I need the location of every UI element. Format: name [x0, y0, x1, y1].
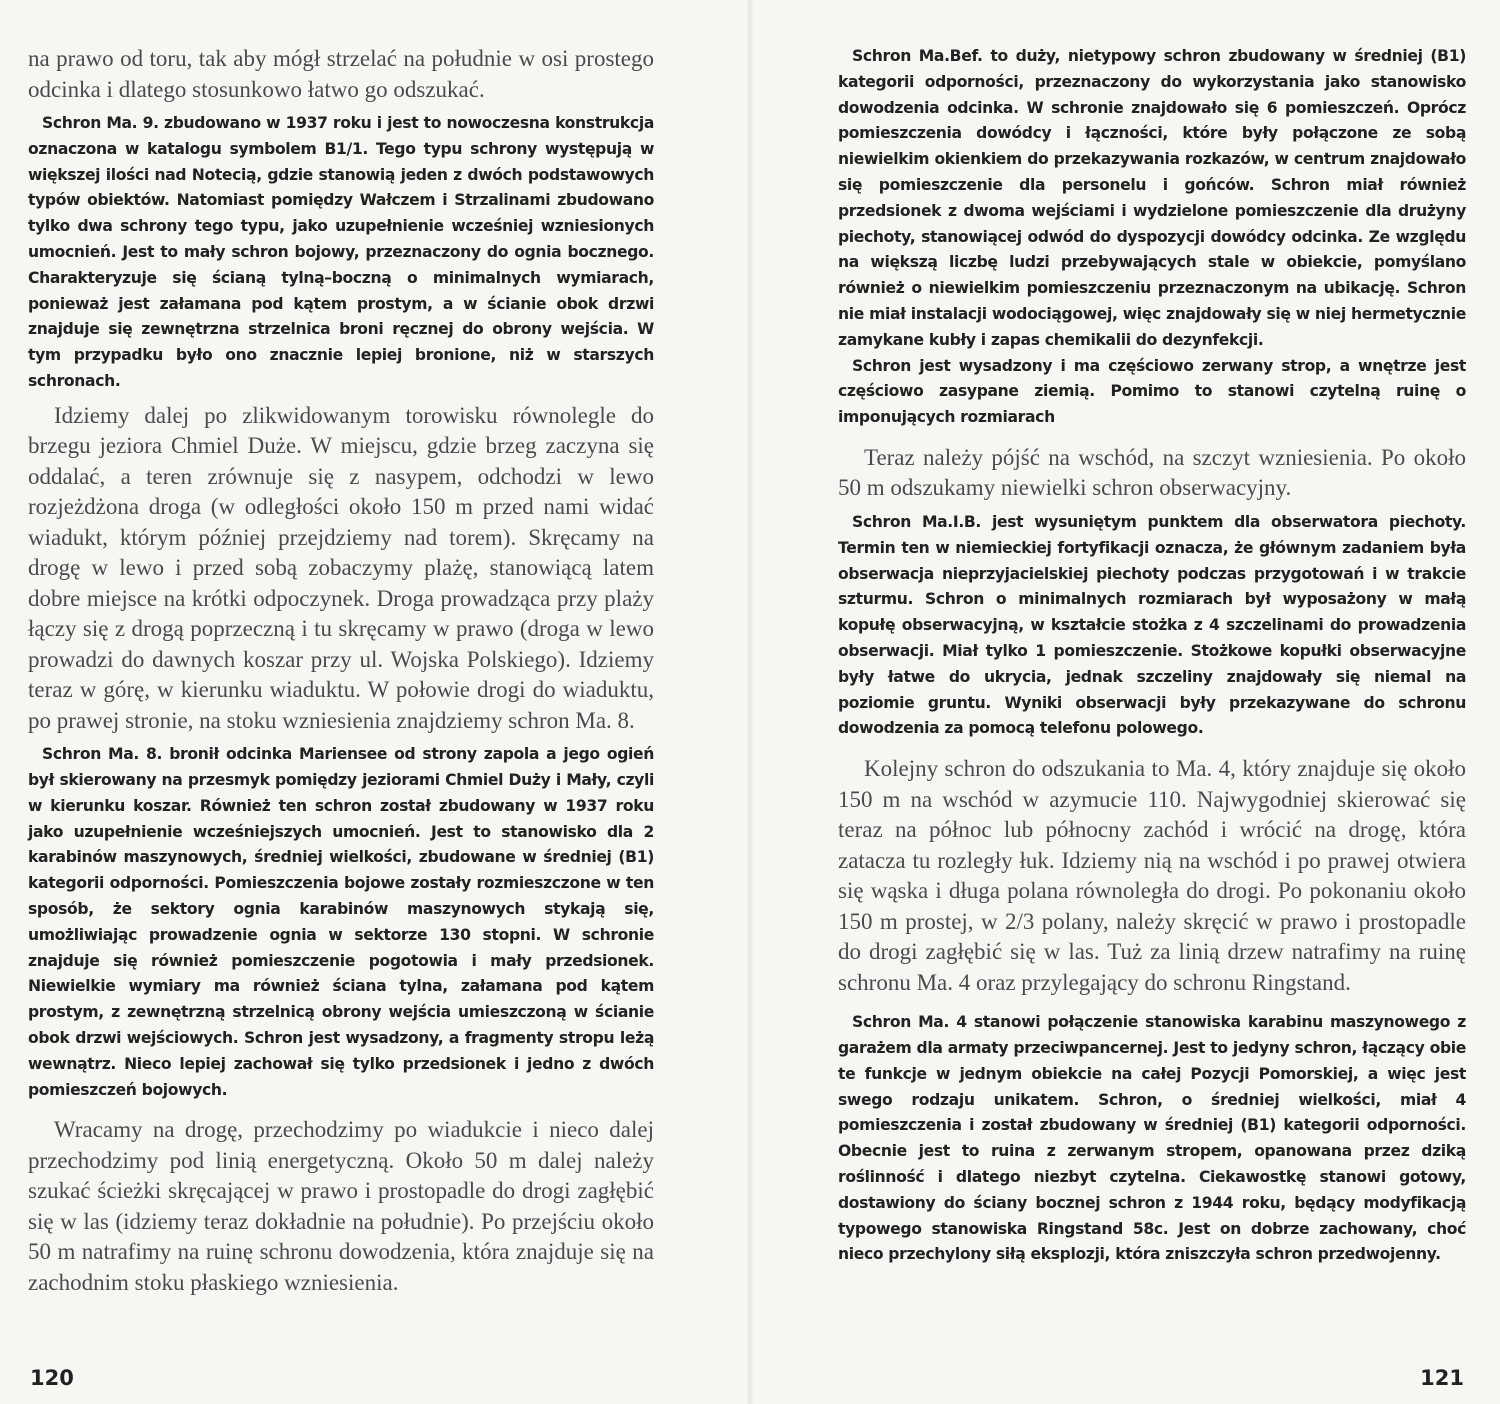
bunker-description: Schron Ma. 8. bronił odcinka Mariensee od strony zapola a jego ogień był skierowany na przesmyk pomiędzy jeziorami Chmiel Duży i Mały, czyli w kierunku koszar. Również ten schron został zbudowany w 1937 roku jako uzupełnienie wcześniejszych umocnień. Jest to stanowisko dla 2 karabinów maszynowych, średniej wielkości, zbudowane w średniej (B1) kategorii odporności. Pomieszczenia bojowe zostały rozmieszczone w ten sposób, że sektory ognia karabinów maszynowych stykają się, umożliwiając prowadzenie ognia w sektorze 130 stopni. W schronie znajduje się również pomieszczenie pogotowia i mały przedsionek. Niewielkie wymiary ma również ściana tylna, załamana pod kątem prostym, z zewnętrzną strzelnicą obrony wejścia umieszczoną w ścianie obok drzwi wejściowych. Schron jest wysadzony, a fragmenty stropu leżą wewnątrz. Nieco lepiej zachował się tylko przedsionek i jedno z dwóch pomieszczeń bojowych.: [28, 745, 654, 1099]
bunker-description: Schron Ma.Bef. to duży, nietypowy schron zbudowany w średniej (B1) kategorii odporności, przeznaczony do wykorzystania jako stanowisko dowodzenia odcinka. W schronie znajdowało się 6 pomieszczeń. Oprócz pomieszczenia dowódcy i łączności, które były połączone ze sobą niewielkim okienkiem do przekazywania rozkazów, w centrum znajdowało się pomieszczenie dla personelu i gońców. Schron miał również przedsionek z dwoma wejściami i wydzielone pomieszczenie dla drużyny piechoty, stanowiącej odwód do dyspozycji dowódcy odcinka. Ze względu na większą liczbę ludzi przebywających stale w obiekcie, pomyślano również o niewielkim pomieszczeniu przeznaczonym na ubikację. Schron nie miał instalacji wodociągowej, więc znajdowały się w niej hermetycznie zamykane kubły i zapas chemikalii do dezynfekcji.: [838, 47, 1466, 349]
paragraph: na prawo od toru, tak aby mógł strzelać na południe w osi prostego odcinka i dlatego stosunkowo łatwo go odszukać.: [28, 46, 654, 102]
paragraph: Kolejny schron do odszukania to Ma. 4, który znajduje się około 150 m na wschód w azymucie 110. Najwygodniej skierować się teraz na północ lub północny zachód i wrócić na drogę, która zatacza tu rozległy łuk. Idziemy nią na wschód i po prawej otwiera się wąska i długa polana równoległa do drogi. Po pokonaniu około 150 m prostej, w 2/3 polany, należy skręcić w prawo i prostopadle do drogi zagłębić się w las. Tuż za linią drzew natrafimy na ruinę schronu Ma. 4 oraz przylegający do schronu Ringstand.: [838, 756, 1466, 995]
paragraph: Idziemy dalej po zlikwidowanym torowisku równolegle do brzegu jeziora Chmiel Duże. W miejscu, gdzie brzeg zaczyna się oddalać, a teren zrównuje się z nasypem, odchodzi w lewo rozjeżdżona droga (w odległości około 150 m przed nami widać wiadukt, którym później przejdziemy nad torem). Skręcamy na drogę w lewo i przed sobą zobaczymy plażę, stanowiącą latem dobre miejsce na krótki odpoczynek. Droga prowadząca przy plaży łączy się z drogą poprzeczną i tu skręcamy w prawo (droga w lewo prowadzi do dawnych koszar przy ul. Wojska Polskiego). Idziemy teraz w górę, w kierunku wiaduktu. W połowie drogi do wiaduktu, po prawej stronie, na stoku wzniesienia znajdziemy schron Ma. 8.: [28, 402, 654, 733]
bunker-description: Schron Ma.I.B. jest wysuniętym punktem dla obserwatora piechoty. Termin ten w niemieckiej fortyfikacji oznacza, że głównym zadaniem była obserwacja nieprzyjacielskiej piechoty podczas przygotowań i w trakcie szturmu. Schron o minimalnych rozmiarach był wyposażony w małą kopułę obserwacyjną, w kształcie stożka z 4 szczelinami do prowadzenia obserwacji. Miał tylko 1 pomieszczenie. Stożkowe kopułki obserwacyjne były łatwe do ukrycia, jednak szczeliny znajdowały się niemal na poziomie gruntu. Wyniki obserwacji były przekazywane do schronu dowodzenia za pomocą telefonu polowego.: [838, 512, 1466, 738]
bunker-description: Schron Ma. 4 stanowi połączenie stanowiska karabinu maszynowego z garażem dla armaty przeciwpancernej. Jest to jedyny schron, łączący obie te funkcje w jednym obiekcie na całej Pozycji Pomorskiej, a więc jest swego rodzaju unikatem. Schron, o średniej wielkości, miał 4 pomieszczenia i został zbudowany w średniej (B1) kategorii odporności. Obecnie jest to ruina z zerwanym stropem, opanowana przez dziką roślinność i dlatego niezbyt czytelna. Ciekawostkę stanowi gotowy, dostawiony do ściany bocznej schron z 1944 roku, będący modyfikacją typowego stanowiska Ringstand 58c. Jest on dobrze zachowany, choć nieco przechylony siłą eksplozji, która zniszczyła schron przedwojenny.: [838, 1013, 1466, 1264]
page-number-left: 120: [30, 1366, 74, 1390]
page-number-right: 121: [1420, 1366, 1464, 1390]
bunker-description: Schron Ma. 9. zbudowano w 1937 roku i jest to nowoczesna konstrukcja oznaczona w katalogu symbolem B1/1. Tego typu schrony występują w większej ilości nad Notecią, gdzie stanowią jeden z dwóch podstawowych typów obiektów. Natomiast pomiędzy Wałczem i Strzalinami zbudowano tylko dwa schrony tego typu, jako uzupełnienie wcześniej wzniesionych umocnień. Jest to mały schron bojowy, przeznaczony do ognia bocznego. Charakteryzuje się ścianą tylną–boczną o minimalnych wymiarach, ponieważ jest załamana pod kątem prostym, a w ścianie obok drzwi znajduje się zewnętrzna strzelnica broni ręcznej do obrony wejścia. W tym przypadku było ono znacznie lepiej bronione, niż w starszych schronach.: [28, 114, 654, 390]
paragraph: Teraz należy pójść na wschód, na szczyt wzniesienia. Po około 50 m odszukamy niewielki schron obserwacyjny.: [838, 444, 1466, 501]
right-page: [750, 0, 1500, 1404]
paragraph: Wracamy na drogę, przechodzimy po wiadukcie i nieco dalej przechodzimy pod linią energetyczną. Około 50 m dalej należy szukać ścieżki skręcającej w prawo i prostopadle do drogi zagłębić się w las (idziemy teraz dokładnie na południe). Po przejściu około 50 m natrafimy na ruinę schronu dowodzenia, która znajduje się na zachodnim stoku płaskiego wzniesienia.: [28, 1117, 654, 1295]
bunker-description: Schron jest wysadzony i ma częściowo zerwany strop, a wnętrze jest częściowo zasypane ziemią. Pomimo to stanowi czytelną ruinę o imponujących rozmiarach: [838, 356, 1466, 427]
